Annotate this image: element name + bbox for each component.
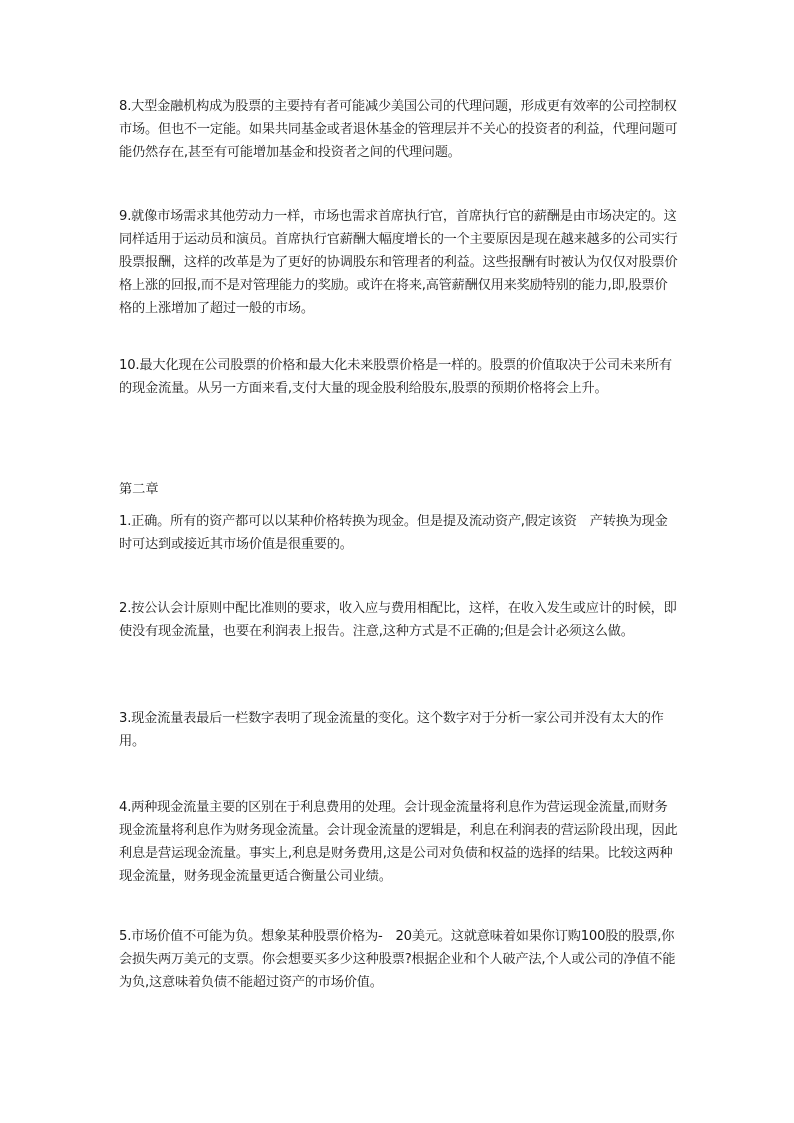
chapter2-paragraph-4: 4.两种现金流量主要的区别在于利息费用的处理。会计现金流量将利息作为营运现金流量,而财务现金流量将利息作为财务现金流量。会计现金流量的逻辑是，利息在利润表的营运阶段出现，因此利息是营运现金流量。事实上,利息是财务费用,这是公司对负债和权益的选择的结果。比较这两种现金流量，财务现金流量更适合衡量公司业绩。 [119,800,678,884]
chapter2-paragraph-3: 3.现金流量表最后一栏数字表明了现金流量的变化。这个数字对于分析一家公司并没有太大的作用。 [119,711,664,749]
paragraph-9: 9.就像市场需求其他劳动力一样，市场也需求首席执行官，首席执行官的薪酬是由市场决定的。这同样适用于运动员和演员。首席执行官薪酬大幅度增长的一个主要原因是现在越来越多的公司实行股票报酬，这样的改革是为了更好的协调股东和管理者的利益。这些报酬有时被认为仅仅对股票价格上涨的回报,而不是对管理能力的奖励。或许在将来,高管薪酬仅用来奖励特别的能力,即,股票价格的上涨增加了超过一般的市场。 [119,209,678,316]
chapter2-paragraph-1: 1.正确。所有的资产都可以以某种价格转换为现金。但是提及流动资产,假定该资 产转换为现金时可达到或接近其市场价值是很重要的。 [119,514,668,552]
paragraph-8: 8.大型金融机构成为股票的主要持有者可能减少美国公司的代理问题，形成更有效率的公司控制权市场。但也不一定能。如果共同基金或者退休基金的管理层并不关心的投资者的利益，代理问题可能仍然存在,甚至有可能增加基金和投资者之间的代理问题。 [119,99,678,160]
paragraph-10: 10.最大化现在公司股票的价格和最大化未来股票价格是一样的。股票的价值取决于公司未来所有的现金流量。从另一方面来看,支付大量的现金股利给股东,股票的预期价格将会上升。 [119,358,672,396]
chapter-title: 第二章 [119,482,159,497]
chapter2-paragraph-2: 2.按公认会计原则中配比准则的要求，收入应与费用相配比，这样，在收入发生或应计的时候，即使没有现金流量，也要在利润表上报告。注意,这种方式是不正确的;但是会计必须这么做。 [119,601,677,639]
chapter2-paragraph-5: 5.市场价值不可能为负。想象某种股票价格为- 20美元。这就意味着如果你订购100股的股票,你会损失两万美元的支票。你会想要买多少这种股票?根据企业和个人破产法,个人或公司的净值不能为负,这意味着负债不能超过资产的市场价值。 [119,929,676,990]
